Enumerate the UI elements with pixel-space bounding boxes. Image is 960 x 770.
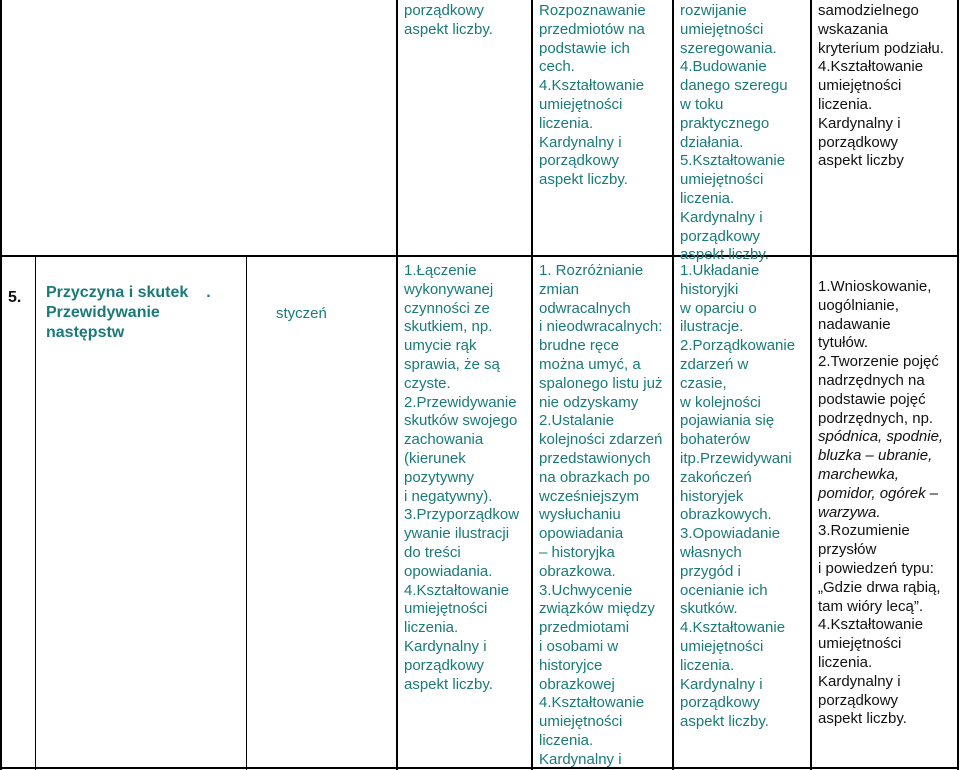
cell-line: w toku bbox=[680, 95, 724, 113]
cell-line: porządkowy bbox=[680, 227, 761, 245]
cell-line: podrzędnych, np. bbox=[818, 409, 934, 427]
cell-line: zdarzeń w bbox=[680, 355, 749, 373]
cell-line: rozwijanie bbox=[680, 2, 747, 19]
row5-col-b bbox=[539, 262, 662, 770]
cell-line: pojawiania się bbox=[680, 412, 775, 430]
cell-line: 4.Kształtowanie bbox=[539, 694, 645, 712]
cell-line: skutków. bbox=[680, 600, 738, 618]
row5-col-d bbox=[818, 278, 943, 729]
cell-line: przysłów bbox=[818, 541, 877, 559]
cell-line: uogólnianie, bbox=[818, 296, 899, 314]
cell-line: brudne ręce bbox=[539, 337, 620, 355]
topic-title-line1: Przyczyna i skutek bbox=[46, 284, 189, 301]
cell-line: przedstawionych bbox=[539, 449, 651, 467]
cell-line: (kierunek bbox=[404, 449, 466, 467]
cell-line: ocenianie ich bbox=[680, 581, 768, 599]
cell-line: bohaterów bbox=[680, 431, 751, 449]
cell-line: historyjki bbox=[680, 280, 739, 298]
cell-line: 3.Rozumienie bbox=[818, 522, 910, 540]
cell-line: podstawie pojęć bbox=[818, 390, 926, 408]
cell-line: liczenia. bbox=[680, 656, 735, 674]
cell-line: aspekt liczby. bbox=[680, 713, 769, 731]
table-bottom-border bbox=[0, 767, 959, 769]
cell-line: skutków swojego bbox=[404, 412, 518, 430]
cell-line: związków między bbox=[539, 600, 655, 618]
cell-line: porządkowy bbox=[680, 694, 761, 712]
cell-line: i osobami w bbox=[539, 637, 619, 655]
row-number: 5. bbox=[8, 289, 22, 306]
cell-line: marchewka, bbox=[818, 465, 899, 483]
cell-line: liczenia. bbox=[818, 653, 873, 671]
cell-line: porządkowy bbox=[818, 691, 899, 709]
cell-line: Kardynalny i bbox=[680, 208, 763, 226]
cell-line: bluzka – ubranie, bbox=[818, 447, 933, 465]
column-divider-2 bbox=[246, 256, 247, 770]
column-divider-1 bbox=[35, 256, 36, 770]
cell-line: odwracalnych bbox=[539, 299, 631, 317]
cell-line: opowiadania. bbox=[404, 562, 493, 580]
cell-line: umiejętności bbox=[539, 713, 623, 731]
column-divider-4 bbox=[531, 0, 533, 770]
cell-line: i nieodwracalnych: bbox=[539, 318, 663, 336]
top-row-col-a bbox=[404, 2, 493, 40]
cell-line: umiejętności bbox=[680, 637, 764, 655]
cell-line: 4.Kształtowanie bbox=[818, 58, 924, 76]
table-left-border bbox=[0, 0, 2, 770]
cell-line: kolejności zdarzeń bbox=[539, 431, 663, 449]
cell-line: liczenia. bbox=[680, 189, 735, 207]
cell-line: 1.Wnioskowanie, bbox=[818, 278, 932, 295]
cell-line: wcześniejszym bbox=[539, 487, 640, 505]
cell-line: przedmiotów na bbox=[539, 20, 645, 38]
cell-line: nadawanie bbox=[818, 315, 891, 333]
cell-line: umiejętności bbox=[818, 77, 902, 95]
cell-line: porządkowy bbox=[404, 656, 485, 674]
cell-line: Kardynalny i bbox=[404, 637, 487, 655]
cell-line: i negatywny). bbox=[404, 487, 493, 505]
cell-line: sprawia, że są bbox=[404, 355, 500, 373]
cell-line: ilustracje. bbox=[680, 318, 744, 336]
cell-line: itp.Przewidywani bbox=[680, 449, 792, 467]
cell-line: aspekt liczby. bbox=[818, 710, 907, 728]
cell-line: czynności ze bbox=[404, 299, 490, 317]
cell-line: Kardynalny i bbox=[539, 133, 622, 151]
cell-line: zakończeń bbox=[680, 468, 752, 486]
cell-line: obrazkowej bbox=[539, 675, 615, 693]
cell-line: liczenia. bbox=[404, 619, 459, 637]
cell-line: ywanie ilustracji bbox=[404, 525, 510, 543]
cell-line: 1. Rozróżnianie bbox=[539, 262, 644, 279]
cell-line: umiejętności bbox=[404, 600, 488, 618]
cell-line: wskazania bbox=[818, 20, 889, 38]
column-divider-5 bbox=[672, 0, 674, 770]
cell-line: danego szeregu bbox=[680, 77, 788, 95]
cell-line: w oparciu o bbox=[680, 299, 757, 317]
column-divider-6 bbox=[810, 0, 812, 770]
cell-line: spódnica, spodnie, bbox=[818, 428, 944, 446]
cell-line: historyjce bbox=[539, 656, 603, 674]
cell-line: szeregowania. bbox=[680, 39, 777, 57]
cell-line: „Gdzie drwa rąbią, bbox=[818, 578, 941, 596]
cell-line: Kardynalny i bbox=[818, 672, 901, 690]
topic-title-line2: Przewidywanie bbox=[46, 304, 160, 321]
cell-line: opowiadania bbox=[539, 525, 624, 543]
cell-line: 2.Ustalanie bbox=[539, 412, 615, 430]
column-divider-3 bbox=[396, 0, 398, 770]
cell-line: liczenia. bbox=[818, 95, 873, 113]
cell-line: tytułów. bbox=[818, 334, 869, 352]
cell-line: czasie, bbox=[680, 374, 727, 392]
cell-line: obrazkowych. bbox=[680, 506, 772, 524]
cell-line: aspekt liczby. bbox=[404, 20, 493, 38]
topic-title bbox=[46, 283, 211, 343]
cell-line: 1.Układanie bbox=[680, 262, 760, 279]
cell-line: czyste. bbox=[404, 374, 451, 392]
cell-line: własnych bbox=[680, 543, 742, 561]
cell-line: 2.Tworzenie pojęć bbox=[818, 353, 939, 371]
cell-line: przedmiotami bbox=[539, 619, 630, 637]
cell-line: warzywa. bbox=[818, 503, 881, 521]
cell-line: aspekt liczby. bbox=[680, 246, 769, 264]
cell-line: nadrzędnych na bbox=[818, 371, 925, 389]
cell-line: umiejętności bbox=[539, 95, 623, 113]
cell-line: obrazkowa. bbox=[539, 562, 616, 580]
cell-line: 1.Łączenie bbox=[404, 262, 477, 279]
cell-line: nie odzyskamy bbox=[539, 393, 639, 411]
cell-line: kryterium podziału. bbox=[818, 39, 944, 57]
cell-line: Kardynalny i bbox=[539, 750, 622, 768]
cell-line: podstawie ich bbox=[539, 39, 630, 57]
cell-line: aspekt liczby. bbox=[404, 675, 493, 693]
row5-col-c bbox=[680, 262, 795, 732]
cell-line: 3.Uchwycenie bbox=[539, 581, 633, 599]
cell-line: cech. bbox=[539, 58, 575, 76]
cell-line: do treści bbox=[404, 543, 461, 561]
cell-line: porządkowy bbox=[818, 133, 899, 151]
cell-line: działania. bbox=[680, 133, 744, 151]
cell-line: przygód i bbox=[680, 562, 741, 580]
cell-line: 3.Opowiadanie bbox=[680, 525, 781, 543]
cell-line: Kardynalny i bbox=[818, 114, 901, 132]
cell-line: tam wióry lecą”. bbox=[818, 597, 924, 615]
cell-line: skutkiem, np. bbox=[404, 318, 493, 336]
top-row-col-d bbox=[818, 2, 944, 171]
cell-line: 5.Kształtowanie bbox=[680, 152, 786, 170]
cell-line: zachowania bbox=[404, 431, 484, 449]
cell-line: umiejętności bbox=[818, 635, 902, 653]
cell-line: umiejętności bbox=[680, 20, 764, 38]
cell-line: na obrazkach po bbox=[539, 468, 650, 486]
cell-line: umiejętności bbox=[680, 171, 764, 189]
table-right-border bbox=[957, 0, 959, 770]
cell-line: historyjek bbox=[680, 487, 744, 505]
cell-line: 4.Kształtowanie bbox=[404, 581, 510, 599]
cell-line: aspekt liczby bbox=[818, 152, 904, 170]
cell-line: aspekt liczby. bbox=[539, 171, 628, 189]
top-row-col-b bbox=[539, 2, 646, 190]
topic-title-dot: . bbox=[206, 284, 211, 301]
cell-line: spalonego listu już bbox=[539, 374, 663, 392]
cell-line: 4.Kształtowanie bbox=[680, 619, 786, 637]
row-divider bbox=[0, 255, 959, 257]
cell-line: praktycznego bbox=[680, 114, 770, 132]
cell-line: i powiedzeń typu: bbox=[818, 559, 934, 577]
cell-line: w kolejności bbox=[680, 393, 761, 411]
cell-line: liczenia. bbox=[539, 731, 594, 749]
cell-line: pomidor, ogórek – bbox=[818, 484, 939, 502]
cell-line: 4.Kształtowanie bbox=[818, 616, 924, 634]
cell-line: Rozpoznawanie bbox=[539, 2, 646, 19]
row5-col-a bbox=[404, 262, 519, 694]
cell-line: 4.Kształtowanie bbox=[539, 77, 645, 95]
cell-line: liczenia. bbox=[539, 114, 594, 132]
cell-line: – historyjka bbox=[539, 543, 615, 561]
cell-line: 4.Budowanie bbox=[680, 58, 767, 76]
cell-line: 2.Porządkowanie bbox=[680, 337, 796, 355]
cell-line: wykonywanej bbox=[404, 280, 494, 298]
cell-line: porządkowy bbox=[404, 2, 485, 19]
cell-line: 2.Przewidywanie bbox=[404, 393, 517, 411]
month-label: styczeń bbox=[276, 305, 327, 322]
cell-line: wysłuchaniu bbox=[539, 506, 621, 524]
cell-line: zmian bbox=[539, 280, 580, 298]
cell-line: 3.Przyporządkow bbox=[404, 506, 520, 524]
top-row-col-c bbox=[680, 2, 788, 265]
cell-line: umycie rąk bbox=[404, 337, 477, 355]
cell-line: porządkowy bbox=[539, 152, 620, 170]
cell-line: pozytywny bbox=[404, 468, 475, 486]
cell-line: można umyć, a bbox=[539, 355, 641, 373]
topic-title-line3: następstw bbox=[46, 324, 125, 341]
cell-line: samodzielnego bbox=[818, 2, 919, 19]
cell-line: Kardynalny i bbox=[680, 675, 763, 693]
